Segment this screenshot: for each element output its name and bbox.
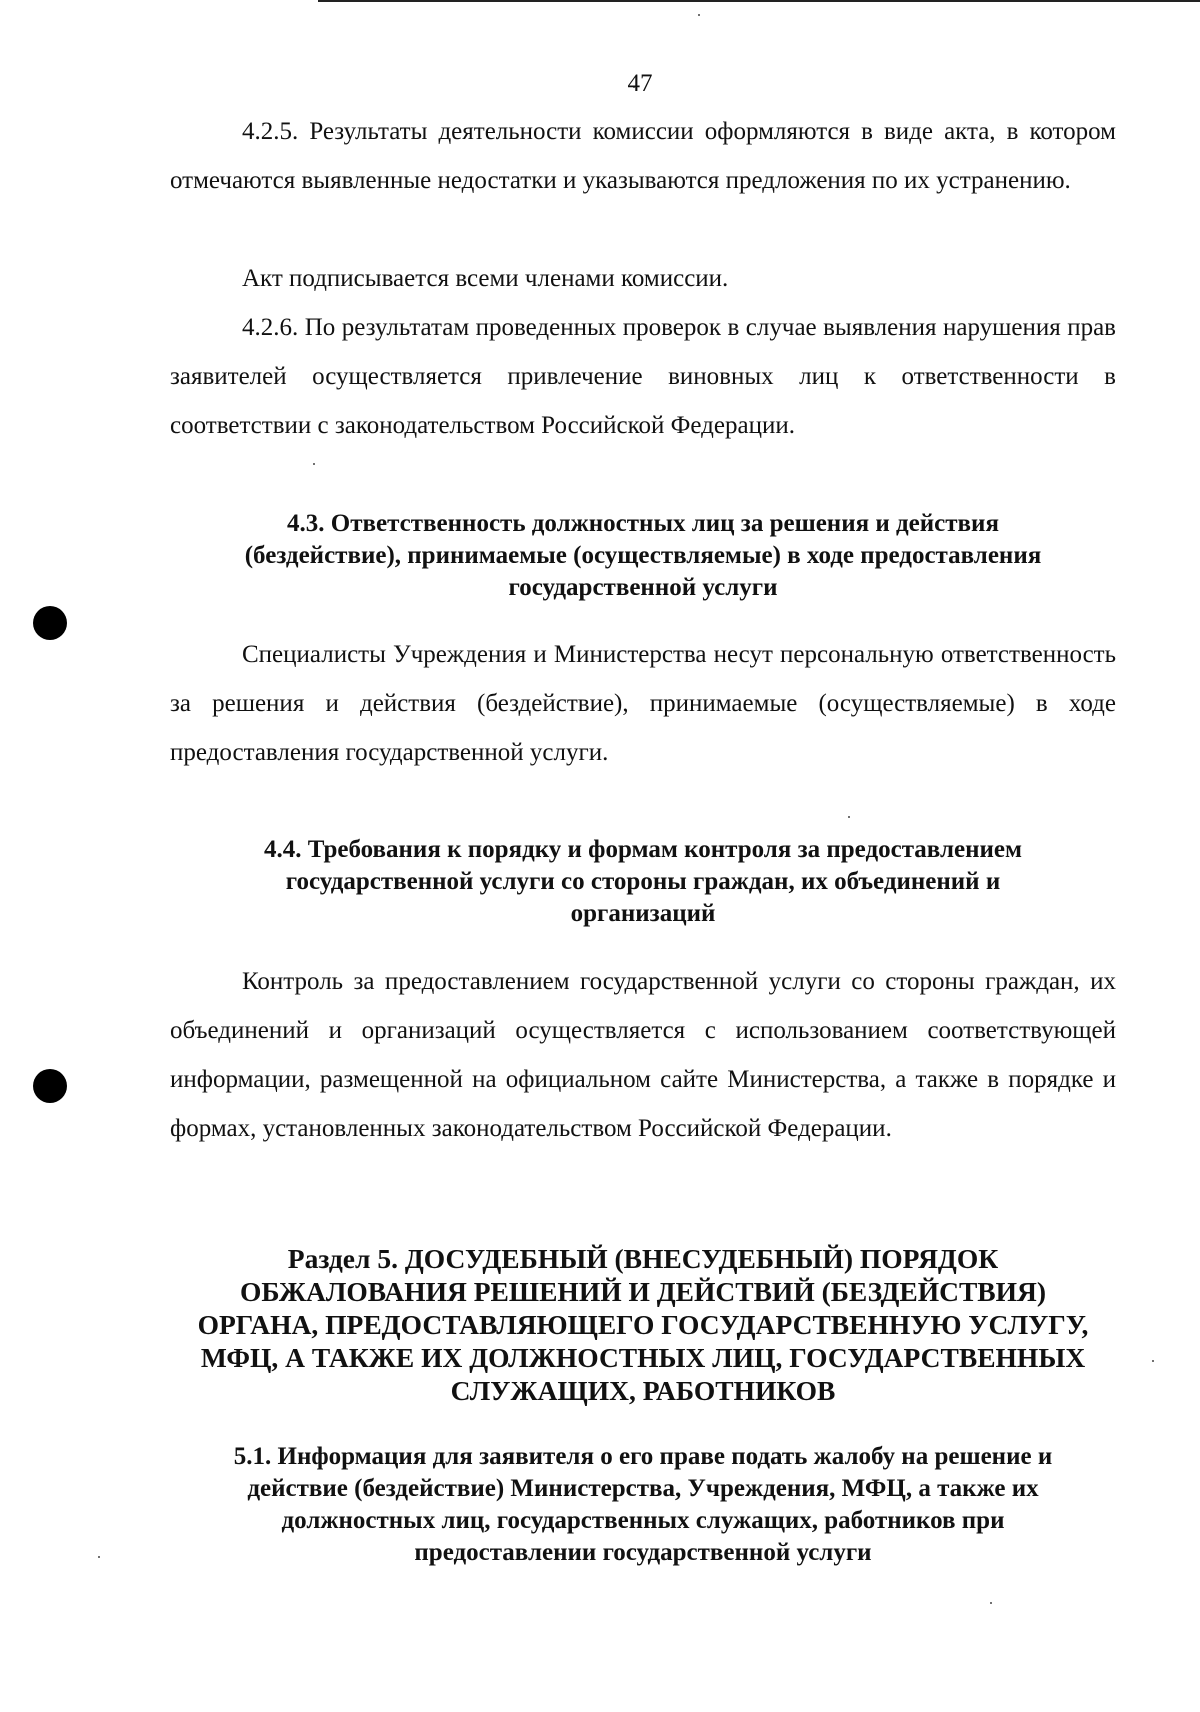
heading-line: СЛУЖАЩИХ, РАБОТНИКОВ <box>450 1375 836 1406</box>
binder-hole-upper <box>33 606 67 640</box>
page-number: 47 <box>627 70 653 97</box>
scan-speck <box>848 816 850 818</box>
heading-line: 4.4. Требования к порядку и формам контроля за предоставлением <box>263 836 1023 863</box>
binder-hole-lower <box>33 1069 67 1103</box>
paragraph-text: Специалисты Учреждения и Министерства несут персональную ответственность за решения и действия (бездействие), принимаемые (осуществляемые) в ходе предоставления государственной услуги. <box>170 641 1116 766</box>
heading-5-1 <box>150 1441 1136 1569</box>
paragraph-text: Контроль за предоставлением государственной услуги со стороны граждан, их объединений и организаций осуществляется с использованием соответствующей информации, размещенной на официальном сайте Министерства, а также в порядке и формах, установленных законодательством Российской Федерации. <box>170 968 1116 1142</box>
heading-line: государственной услуги <box>508 574 778 601</box>
heading-line: МФЦ, А ТАКЖЕ ИХ ДОЛЖНОСТНЫХ ЛИЦ, ГОСУДАРСТВЕННЫХ <box>200 1342 1086 1373</box>
heading-line: 4.3. Ответственность должностных лиц за решения и действия <box>287 510 999 537</box>
heading-line: предоставлении государственной услуги <box>414 1539 872 1566</box>
scan-speck <box>990 1602 992 1604</box>
heading-line: Раздел 5. ДОСУДЕБНЫЙ (ВНЕСУДЕБНЫЙ) ПОРЯДОК <box>287 1243 999 1274</box>
heading-line: ОРГАНА, ПРЕДОСТАВЛЯЮЩЕГО ГОСУДАРСТВЕННУЮ УСЛУГУ, <box>197 1309 1089 1340</box>
paragraph-4-4 <box>170 957 1116 1153</box>
scan-speck <box>98 1556 100 1558</box>
paragraph-4-2-5 <box>170 107 1116 205</box>
scan-speck <box>1152 1360 1154 1362</box>
scan-speck <box>313 463 315 465</box>
paragraph-text: 4.2.6. По результатам проведенных проверок в случае выявления нарушения прав заявителей осуществляется привлечение виновных лиц к ответственности в соответствии с законодательством Российской Федерации. <box>170 314 1116 439</box>
heading-line: должностных лиц, государственных служащих, работников при <box>281 1507 1005 1534</box>
heading-4-4 <box>150 834 1136 930</box>
heading-line: организаций <box>570 900 716 927</box>
heading-section-5 <box>150 1242 1136 1407</box>
paragraph-4-3 <box>170 630 1116 777</box>
heading-line: 5.1. Информация для заявителя о его праве подать жалобу на решение и <box>233 1443 1053 1470</box>
heading-line: действие (бездействие) Министерства, Учреждения, МФЦ, а также их <box>247 1475 1039 1502</box>
scan-speck <box>698 14 700 16</box>
heading-line: ОБЖАЛОВАНИЯ РЕШЕНИЙ И ДЕЙСТВИЙ (БЕЗДЕЙСТВИЯ) <box>239 1276 1047 1307</box>
scan-edge-line <box>318 0 1200 2</box>
paragraph-act-signing <box>170 254 1116 303</box>
heading-line: (бездействие), принимаемые (осуществляемые) в ходе предоставления <box>244 542 1042 569</box>
heading-4-3 <box>150 508 1136 604</box>
paragraph-4-2-6 <box>170 303 1116 450</box>
paragraph-text: 4.2.5. Результаты деятельности комиссии оформляются в виде акта, в котором отмечаются выявленные недостатки и указываются предложения по их устранению. <box>170 118 1116 194</box>
paragraph-text: Акт подписывается всеми членами комиссии. <box>242 265 729 292</box>
heading-line: государственной услуги со стороны граждан, их объединений и <box>285 868 1001 895</box>
